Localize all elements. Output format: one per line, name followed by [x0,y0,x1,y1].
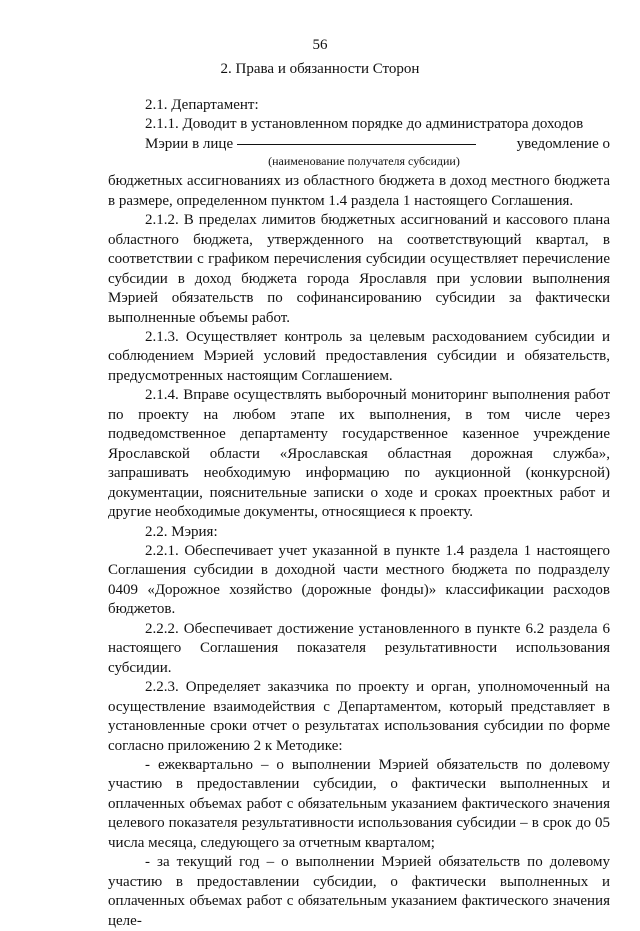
clause-2-2-3: 2.2.3. Определяет заказчика по проекту и орган, уполномоченный на осуществление взаимодействия с Департаментом, который представляет в установленные сроки отчет о результатах использования субсидии по форме согласно приложению 2 к Методике: [108,679,610,754]
clause-2-1-1-line1: 2.1.1. Доводит в установленном порядке до администратора доходов [145,116,584,133]
clause-2-1-4: 2.1.4. Вправе осуществлять выборочный мониторинг выполнения работ по проекту на любом этапе их выполнения, в том числе через подведомственное департаменту государственное казенное учреждение Ярославской области «Ярославская областная дорожная служба», запрашивать необходимую информацию по аукционной (конкурсной) документации, пояснительные записки о ходе и сроках проектных работ и другие необходимые документы, относящиеся к проекту. [108,387,610,521]
clause-2-2-1: 2.2.1. Обеспечивает учет указанной в пункте 1.4 раздела 1 настоящего Соглашения субсидии в доходной части местного бюджета по подразделу 0409 «Дорожное хозяйство (дорожные фонды)» классификации расходов бюджетов. [108,542,610,618]
fill-suffix: уведомление о [516,135,610,152]
clause-2-1: 2.1. Департамент: [145,97,259,113]
clause-2-2-2: 2.2.2. Обеспечивает достижение установленного в пункте 6.2 раздела 6 настоящего Соглашения показателя результативности использования субсидии. [108,620,610,676]
recipient-name-blank [237,144,475,145]
clause-2-1-3: 2.1.3. Осуществляет контроль за целевым расходованием субсидии и соблюдением Мэрией условий предоставления субсидии и обязательств, предусмотренных настоящим Соглашением. [108,328,610,384]
clause-2-1-1-fill-row [108,135,610,154]
clause-2-1-1-rest: бюджетных ассигнованиях из областного бюджета в доход местного бюджета в размере, определенном пунктом 1.4 раздела 1 настоящего Соглашения. [108,173,610,209]
fill-prefix: Мэрии в лице [145,135,234,152]
document-body [108,96,610,931]
section-heading: 2. Права и обязанности Сторон [220,61,420,77]
list-item-yearly: - за текущий год – о выполнении Мэрией обязательств по долевому участию в предоставлении субсидии, о фактически выполненных и оплаченных объемах работ с обязательным указанием фактического значения целе- [108,854,610,929]
list-item-quarterly: - ежеквартально – о выполнении Мэрией обязательств по долевому участию в предоставлении субсидии, о фактически выполненных и оплаченных объемах работ с обязательным указанием фактического значения целевого показателя результативности использования субсидии – в срок до 05 числа месяца, следующего за отчетным кварталом; [108,756,610,851]
page-number: 56 [312,37,328,53]
clause-2-2: 2.2. Мэрия: [145,523,218,540]
blank-caption: (наименование получателя субсидии) [268,154,460,169]
clause-2-1-2: 2.1.2. В пределах лимитов бюджетных ассигнований и кассового плана областного бюджета, утвержденного на соответствующий квартал, в соответствии с графиком перечисления субсидии осуществляет перечисление субсидии в доход бюджета города Ярославля при условии выполнения Мэрией обязательств по софинансированию субсидии за фактически выполненные объемы работ. [108,212,610,326]
